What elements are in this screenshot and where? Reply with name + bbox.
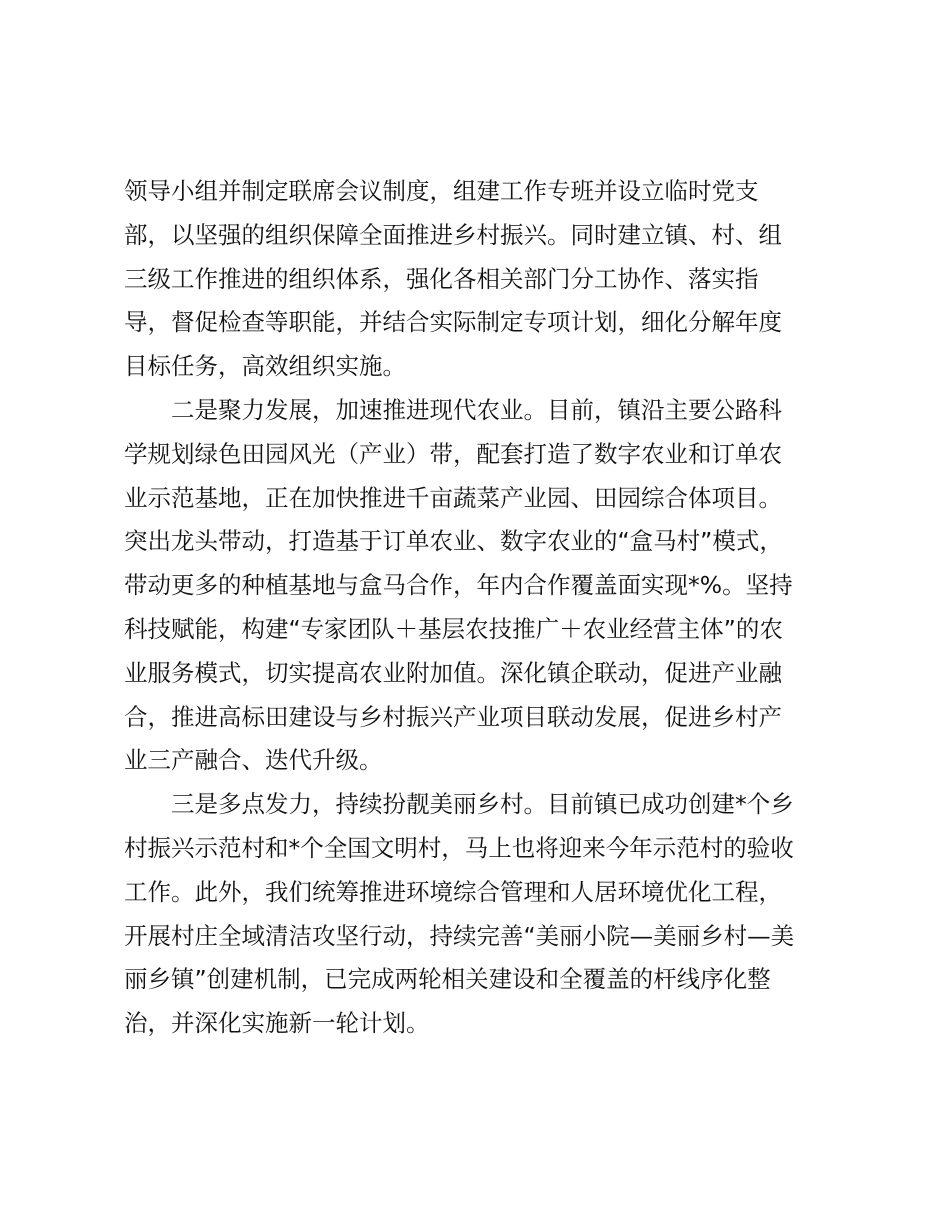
text-line: 业服务模式，切实提高农业附加值。深化镇企联动，促进产业融 <box>124 658 782 687</box>
text-line: 学规划绿色田园风光（产业）带，配套打造了数字农业和订单农 <box>124 439 782 468</box>
text-line: 村振兴示范村和*个全国文明村，马上也将迎来今年示范村的验收 <box>124 833 794 862</box>
text-line: 目标任务，高效组织实施。 <box>124 352 406 381</box>
text-line: 突出龙头带动，打造基于订单农业、数字农业的“盒马村”模式， <box>124 527 783 556</box>
paragraph-beautiful-village <box>124 783 834 1046</box>
text-line: 二是聚力发展，加速推进现代农业。目前，镇沿主要公路科 <box>171 395 782 424</box>
text-line: 领导小组并制定联席会议制度，组建工作专班并设立临时党支 <box>124 177 759 205</box>
paragraph-modern-agriculture <box>124 389 834 783</box>
text-line: 工作。此外，我们统筹推进环境综合管理和人居环境优化工程， <box>124 877 782 906</box>
paragraph-organization <box>124 170 834 389</box>
text-line: 业示范基地，正在加快推进千亩蔬菜产业园、田园综合体项目。 <box>124 483 782 512</box>
text-line: 带动更多的种植基地与盒马合作，年内合作覆盖面实现*%。坚持 <box>124 571 793 600</box>
text-line: 合，推进高标田建设与乡村振兴产业项目联动发展，促进乡村产 <box>124 702 782 731</box>
text-line: 导，督促检查等职能，并结合实际制定专项计划，细化分解年度 <box>124 308 782 337</box>
text-line: 科技赋能，构建“专家团队＋基层农技推广＋农业经营主体”的农 <box>124 614 783 643</box>
text-line: 开展村庄全域清洁攻坚行动，持续完善“美丽小院—美丽乡村—美 <box>124 921 795 950</box>
text-line: 丽乡镇”创建机制，已完成两轮相关建设和全覆盖的杆线序化整 <box>124 965 771 994</box>
text-line: 三是多点发力，持续扮靓美丽乡村。目前镇已成功创建*个乡 <box>171 790 794 819</box>
text-line: 三级工作推进的组织体系，强化各相关部门分工协作、落实指 <box>124 264 759 293</box>
text-line: 业三产融合、迭代升级。 <box>124 746 383 775</box>
text-line: 部，以坚强的组织保障全面推进乡村振兴。同时建立镇、村、组 <box>124 220 782 249</box>
text-line: 治，并深化实施新一轮计划。 <box>124 1009 430 1038</box>
document-body <box>124 170 834 1046</box>
